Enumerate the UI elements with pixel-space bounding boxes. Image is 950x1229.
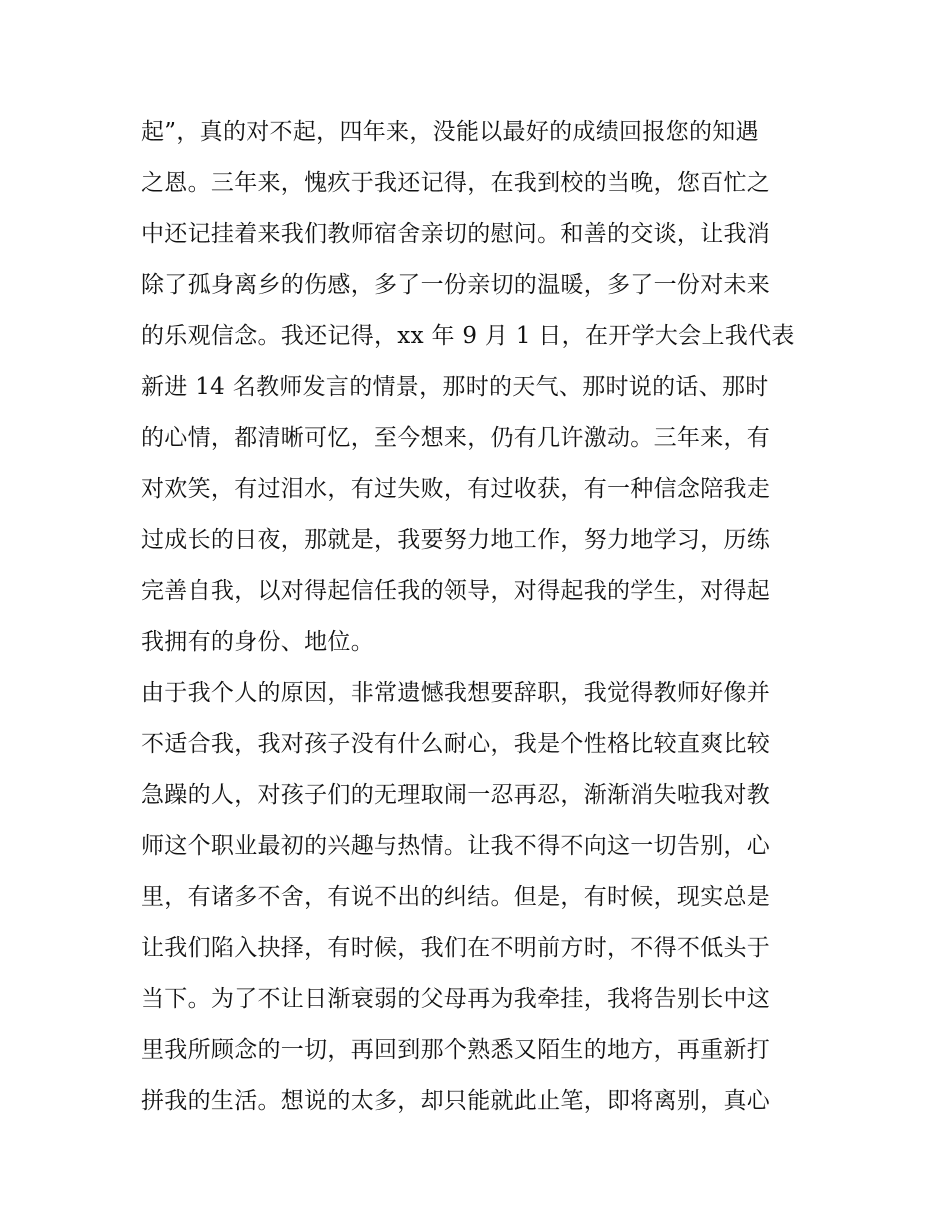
text-line: 完善自我，以对得起信任我的领导，对得起我的学生，对得起 bbox=[141, 578, 771, 604]
text-line: 不适合我，我对孩子没有什么耐心，我是个性格比较直爽比较 bbox=[141, 731, 771, 757]
text-line: 新进 14 名教师发言的情景，那时的天气、那时说的话、那时 bbox=[141, 374, 769, 400]
text-line: 急躁的人，对孩子们的无理取闹一忍再忍，渐渐消失啦我对教 bbox=[141, 782, 771, 808]
text-line: 当下。为了不让日渐衰弱的父母再为我牵挂，我将告别长中这 bbox=[141, 986, 771, 1012]
text-line: 除了孤身离乡的伤感，多了一份亲切的温暖，多了一份对未来 bbox=[141, 272, 771, 298]
text-line: 中还记挂着来我们教师宿舍亲切的慰问。和善的交谈，让我消 bbox=[141, 221, 771, 247]
text-line: 拼我的生活。想说的太多，却只能就此止笔，即将离别，真心 bbox=[141, 1088, 771, 1114]
text-line: 里我所顾念的一切，再回到那个熟悉又陌生的地方，再重新打 bbox=[141, 1037, 771, 1063]
text-line: 过成长的日夜，那就是，我要努力地工作，努力地学习，历练 bbox=[141, 527, 771, 553]
text-line: 的乐观信念。我还记得，xx 年 9 月 1 日，在开学大会上我代表 bbox=[141, 323, 795, 349]
text-line: 师这个职业最初的兴趣与热情。让我不得不向这一切告别，心 bbox=[141, 833, 771, 859]
text-line: 起”，真的对不起，四年来，没能以最好的成绩回报您的知遇 bbox=[141, 119, 759, 145]
text-line: 之恩。三年来，愧疚于我还记得，在我到校的当晚，您百忙之 bbox=[141, 170, 771, 196]
text-line: 由于我个人的原因，非常遗憾我想要辞职，我觉得教师好像并 bbox=[141, 680, 771, 706]
text-line: 让我们陷入抉择，有时候，我们在不明前方时，不得不低头于 bbox=[141, 935, 771, 961]
text-line: 我拥有的身份、地位。 bbox=[141, 629, 374, 655]
text-line: 的心情，都清晰可忆，至今想来，仍有几许激动。三年来，有 bbox=[141, 425, 771, 451]
text-line: 里，有诸多不舍，有说不出的纠结。但是，有时候，现实总是 bbox=[141, 884, 771, 910]
text-line: 对欢笑，有过泪水，有过失败，有过收获，有一种信念陪我走 bbox=[141, 476, 771, 502]
document-body-text bbox=[141, 107, 821, 1127]
